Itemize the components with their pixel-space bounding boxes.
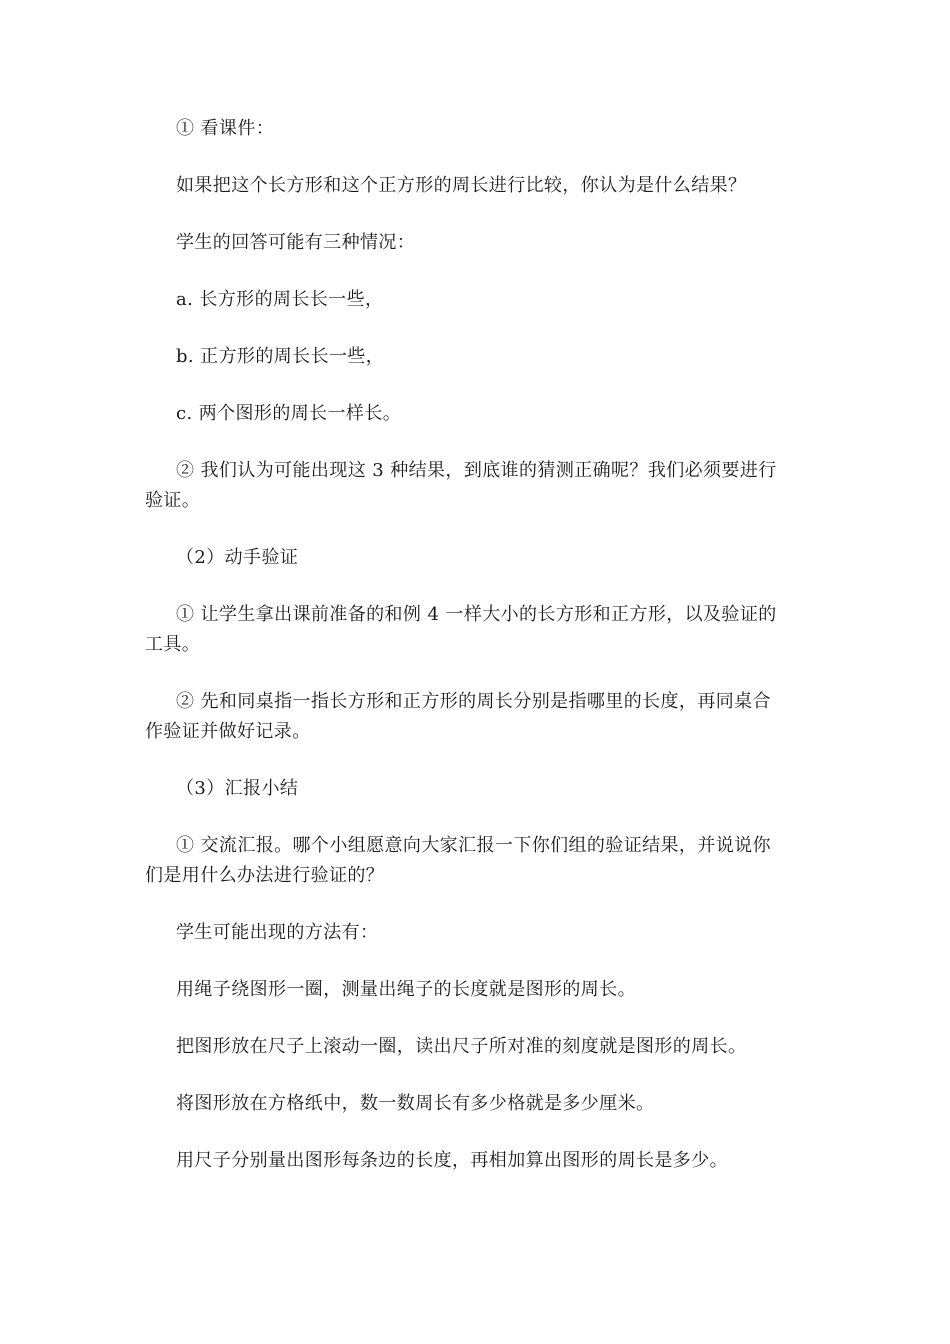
answer-b: b. 正方形的周长长一些，	[176, 346, 385, 367]
item-share-report-line1: ① 交流汇报。哪个小组愿意向大家汇报一下你们组的验证结果，并说说你	[176, 835, 771, 856]
method-measure-sides: 用尺子分别量出图形每条边的长度，再相加算出图形的周长是多少。	[176, 1150, 728, 1171]
question-compare-perimeter: 如果把这个长方形和这个正方形的周长进行比较，你认为是什么结果？	[176, 175, 747, 196]
item-view-courseware: ① 看课件：	[176, 118, 275, 139]
method-grid-paper: 将图形放在方格纸中，数一数周长有多少格就是多少厘米。	[176, 1093, 655, 1114]
answer-a: a. 长方形的周长长一些，	[176, 289, 384, 310]
method-roll-ruler: 把图形放在尺子上滚动一圈，读出尺子所对准的刻度就是图形的周长。	[176, 1036, 747, 1057]
method-rope: 用绳子绕图形一圈，测量出绳子的长度就是图形的周长。	[176, 979, 636, 1000]
answer-c: c. 两个图形的周长一样长。	[176, 403, 402, 424]
item-need-verify-line2: 验证。	[145, 490, 201, 511]
student-answers-intro: 学生的回答可能有三种情况：	[176, 232, 416, 253]
methods-intro: 学生可能出现的方法有：	[176, 922, 379, 943]
item-prepare-shapes-line1: ① 让学生拿出课前准备的和例 4 一样大小的长方形和正方形，以及验证的	[176, 604, 777, 625]
item-share-report-line2: 们是用什么办法进行验证的？	[145, 865, 385, 886]
section-report-summary: （3）汇报小结	[176, 778, 299, 799]
item-need-verify-line1: ② 我们认为可能出现这 3 种结果，到底谁的猜测正确呢？我们必须要进行	[176, 460, 777, 481]
section-hands-on-verify: （2）动手验证	[176, 547, 299, 568]
item-point-perimeter-line2: 作验证并做好记录。	[145, 721, 311, 742]
item-prepare-shapes-line2: 工具。	[145, 634, 201, 655]
item-point-perimeter-line1: ② 先和同桌指一指长方形和正方形的周长分别是指哪里的长度，再同桌合	[176, 691, 771, 712]
